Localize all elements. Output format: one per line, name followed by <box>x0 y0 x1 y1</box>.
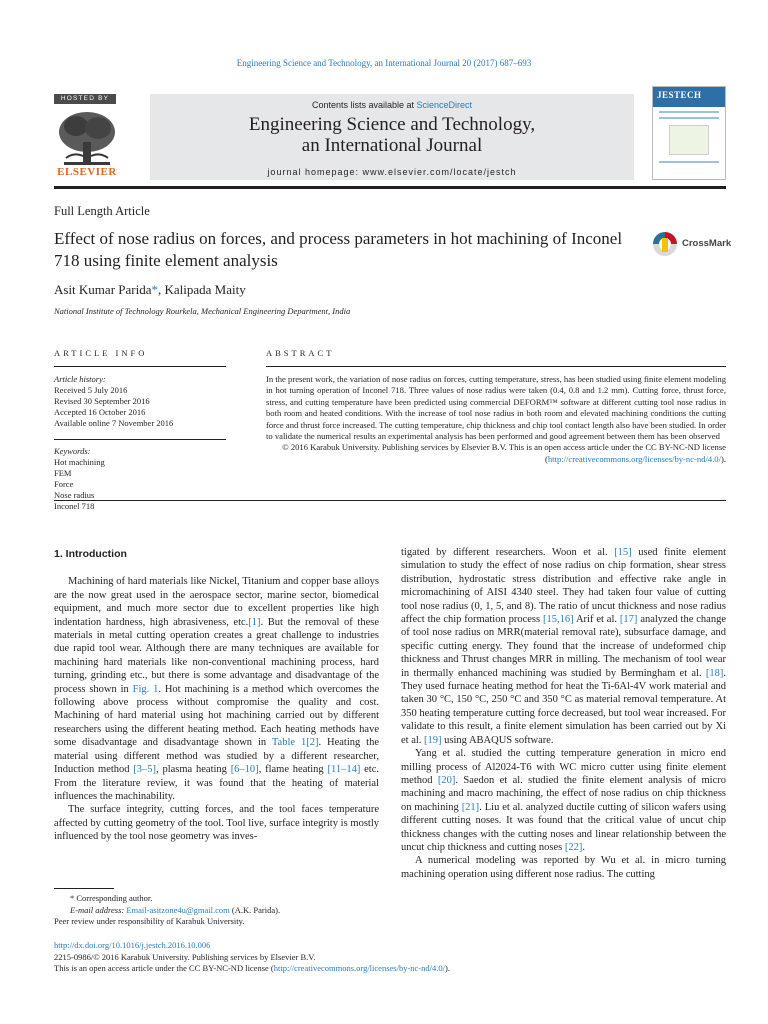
article-info-heading: ARTICLE INFO <box>54 348 148 358</box>
journal-reference[interactable]: Engineering Science and Technology, an International Journal 20 (2017) 687–693 <box>236 58 532 68</box>
paragraph: The surface integrity, cutting forces, and the tool faces temperature affected by cutting geometry of the tool. Tool live, surface integrity is mostly influenced by the tool nose geometry was inves- <box>54 804 379 843</box>
header-rule <box>54 186 726 189</box>
abstract-text: In the present work, the variation of nose radius on forces, cutting temperature, stress, has been studied using finite element modeling in hot turning operation of Inconel 718. Three values of nose radius were taken (0.4, 0.8 and 1.2 mm). Cutting force, thrust force, stress, and cutting temperature have been predicted using commercial DEFORM™ software at different cutting tool nose radius in both room and heated conditions. With the increase of tool nose radius in both room and elevated machining conditions the cutting force and thrust force increased. The cutting temperature, chip thickness and chip tool contact length also have been studied. In order to validate the numerical results an experimental analysis has been performed and good agreement between them has been observed <box>266 374 726 442</box>
history-item: Received 5 July 2016 <box>54 385 128 395</box>
citation-link[interactable]: [3–5] <box>133 764 157 776</box>
article-info <box>54 374 226 512</box>
cover-title: JESTECH <box>653 87 725 107</box>
journal-banner <box>150 94 634 180</box>
citation-link[interactable]: [6–10] <box>230 764 259 776</box>
hosted-by-label: HOSTED BY <box>54 94 116 104</box>
cover-image <box>669 125 709 155</box>
figure-link[interactable]: Fig. 1 <box>132 683 159 695</box>
abstract-bottom-rule <box>54 500 726 501</box>
author-name: Asit Kumar Parida <box>54 282 152 297</box>
article-title: Effect of nose radius on forces, and process parameters in hot machining of Inconel 718 using finite element analysis <box>54 229 623 270</box>
publisher-wordmark: ELSEVIER <box>57 166 117 178</box>
body-column-left <box>54 546 379 844</box>
journal-title: Engineering Science and Technology, an International Journal <box>248 114 536 156</box>
citation-link[interactable]: [1] <box>248 616 261 628</box>
abstract-rule <box>266 366 726 367</box>
history-item: Accepted 16 October 2016 <box>54 407 146 417</box>
paragraph: Machining of hard materials like Nickel, Titanium and copper base alloys are the now great used in the aerospace sector, marine sector, biomedical equipment, and much more sector due to excellent properties like high indentation hardness, high abrasiveness, etc.[1]. But the removal of these materials in metal cutting operation creates a great challenge to industries due rapid tool wear. Although there are many techniques are available for machining hard materials like non-conventional machining process, hard turning, grinding etc., but there is some advantage and disadvantage of the process shown in Fig. 1. Hot machining is a method which overcomes the following above process without compromise the quality and cost. Machining of hard material using hot machining carried out by different researchers using the different heating method. Each heating methods have some disadvantage and disadvantage shown in Table 1[2]. Heating the material using different method was studied by a different researcher, Induction method [3–5], plasma heating [6–10], flame heating [11–14] etc. From the literature review, it was found that the heating of material influences the machinability. <box>54 576 380 802</box>
citation-link[interactable]: [19] <box>424 734 442 746</box>
keyword: Hot machining <box>54 457 105 467</box>
keyword: Nose radius <box>54 490 95 500</box>
sciencedirect-link[interactable]: ScienceDirect <box>416 100 473 110</box>
table-link[interactable]: Table 1 <box>271 737 307 749</box>
peer-review-note: Peer review under responsibility of Karabuk University. <box>54 916 245 926</box>
keyword: Inconel 718 <box>54 501 95 511</box>
abstract-heading: ABSTRACT <box>266 348 335 358</box>
journal-homepage[interactable]: journal homepage: www.elsevier.com/locate/jestch <box>267 167 517 177</box>
citation-link[interactable]: [17] <box>619 614 638 626</box>
section-heading: 1. Introduction <box>54 548 127 560</box>
paragraph: Yang et al. studied the cutting temperature generation in micro end milling process of Al2024-T6 with WC micro cutter using finite element method [20]. Saedon et al. studied the finite element analysis of micro machining and macro machining, the effect of nose radius on chip thickness on machining [21]. Liu et al. analyzed ductile cutting of silicon wafers using different cutting noses. It was found that the critical value of uncut chip thickness changes with the cutting noses and linear relationship between the uncut chip thickness and cutting noses [22]. <box>401 748 726 853</box>
author-name: Kalipada Maity <box>164 282 246 297</box>
info-divider <box>54 439 226 440</box>
citation-link[interactable]: [18] <box>705 667 724 679</box>
article-info-rule <box>54 366 226 367</box>
doi-link[interactable]: http://dx.doi.org/10.1016/j.jestch.2016.10.006 <box>54 940 211 950</box>
page-footer <box>54 940 726 975</box>
footnote <box>54 893 379 928</box>
article-type: Full Length Article <box>54 204 150 218</box>
citation-link[interactable]: [22] <box>564 841 583 853</box>
abstract-copyright: © 2016 Karabuk University. Publishing services by Elsevier B.V. This is an open access article under the CC BY-NC-ND license (http://creativecommons.org/licenses/by-nc-nd/4.0/). <box>282 442 726 464</box>
contents-line: Contents lists available at ScienceDirect <box>311 100 473 110</box>
corresponding-note: * Corresponding author. <box>70 893 153 903</box>
email-note: E-mail address: Email-asitzone4u@gmail.com (A.K. Parida). <box>70 904 281 915</box>
citation-link[interactable]: [15,16] <box>543 614 574 626</box>
license-link[interactable]: http://creativecommons.org/licenses/by-nc-nd/4.0/ <box>547 453 721 464</box>
open-access-line: This is an open access article under the CC BY-NC-ND license (http://creativecommons.org/licenses/by-nc-nd/4.0/). <box>54 963 450 973</box>
keyword: Force <box>54 479 74 489</box>
journal-cover-thumbnail <box>652 86 726 180</box>
history-label: Article history: <box>54 374 106 384</box>
footnote-rule <box>54 888 114 889</box>
affiliation: National Institute of Technology Rourkela, Mechanical Engineering Department, India <box>54 306 351 316</box>
history-item: Revised 30 September 2016 <box>54 396 150 406</box>
license-link[interactable]: http://creativecommons.org/licenses/by-nc-nd/4.0/ <box>273 963 445 973</box>
issn-line: 2215-0986/© 2016 Karabuk University. Publishing services by Elsevier B.V. <box>54 951 316 962</box>
citation-link[interactable]: [11–14] <box>327 764 361 776</box>
citation-link[interactable]: [20] <box>437 774 456 786</box>
paragraph: tigated by different researchers. Woon et al. [15] used finite element simulation to study the effect of nose radius on chip formation, shear stress distribution, hydrostatic stress distribution and effective rake angle in micromachining of AISI 4340 steel. They had taken four value of cutting tool nose radius (0, 1, 5, and 8). The ratio of uncut thickness and nose radius affect the chip formation process [15,16] Arif et al. [17] analyzed the change of tool nose radius on MRR(material removal rate), subsurface damage, and specific cutting energy. They found that the increase of undeformed chip thickness and Thrust changes MRR in milling. The mechanism of tool wear in thermally enhanced machining was studied by Bermingham et al. [18]. They used furnace heating method for heat the Ti-6Al-4V work material and taken 30 °C, 150 °C, 250 °C and 350 °C as material removal temperature. At 350 heating temperature cutting force decreased, but tool wear increased. For validate to this result, a finite element simulation has been carried out by Xi et al. [19] using ABAQUS software. <box>401 547 726 746</box>
citation-link[interactable]: [2] <box>306 737 319 749</box>
citation-link[interactable]: [21] <box>461 801 480 813</box>
crossmark-icon <box>652 229 678 259</box>
history-item: Available online 7 November 2016 <box>54 418 174 428</box>
paragraph: A numerical modeling was reported by Wu et al. in micro turning machining operation using different nose radius. The cutting <box>401 855 726 880</box>
keyword: FEM <box>54 468 72 478</box>
author-list: Asit Kumar Parida*, Kalipada Maity <box>54 282 246 297</box>
abstract-body <box>266 374 726 465</box>
body-column-right <box>401 546 726 881</box>
email-link[interactable]: Email-asitzone4u@gmail.com <box>126 904 230 915</box>
citation-link[interactable]: [15] <box>614 547 632 558</box>
corresponding-author-mark[interactable]: * <box>151 282 158 297</box>
keywords-label: Keywords: <box>54 446 91 456</box>
crossmark-badge[interactable]: CrossMark <box>652 229 726 259</box>
